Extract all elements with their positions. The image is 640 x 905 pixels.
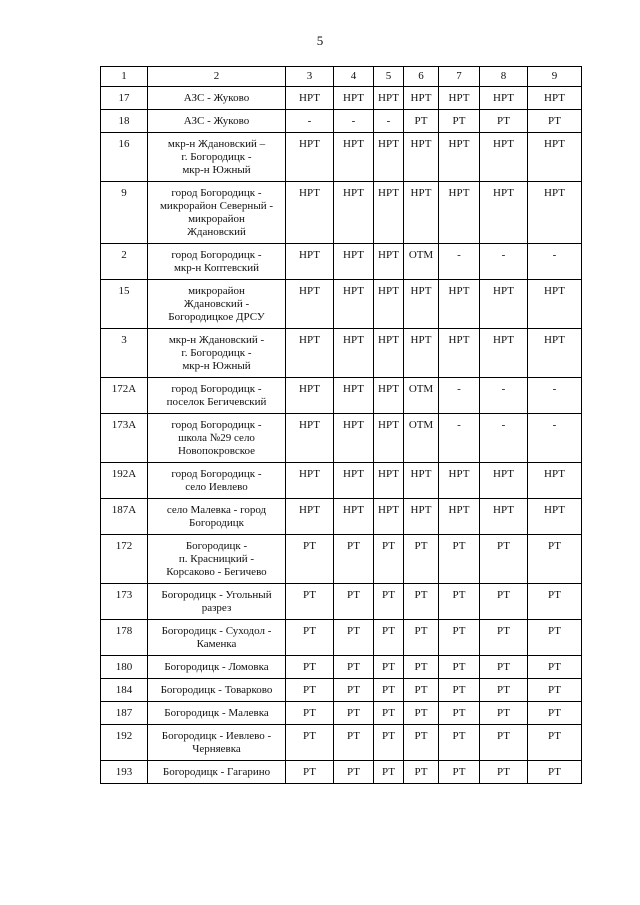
- route-name-cell: [148, 378, 286, 414]
- status-cell: РТ: [439, 535, 480, 584]
- route-name-line: Корсаково - Бегичево: [166, 566, 267, 578]
- status-cell: РТ: [480, 679, 528, 702]
- route-number-cell: 192А: [101, 463, 148, 499]
- route-number-cell: 173: [101, 584, 148, 620]
- status-cell: РТ: [404, 761, 439, 784]
- status-cell: РТ: [480, 584, 528, 620]
- status-cell: НРТ: [480, 280, 528, 329]
- route-name-line: город Богородицк -: [171, 419, 262, 431]
- status-cell: НРТ: [404, 182, 439, 244]
- route-name-line: Каменка: [196, 638, 237, 650]
- table-row: [101, 244, 582, 280]
- route-name-line: Богородицк - Угольный: [161, 589, 272, 601]
- status-cell: РТ: [404, 620, 439, 656]
- route-number-cell: 18: [101, 110, 148, 133]
- table-row: [101, 499, 582, 535]
- route-name-line: поселок Бегичевский: [166, 396, 267, 408]
- route-name-line: мкр-н Коптевский: [173, 262, 260, 274]
- status-cell: РТ: [439, 702, 480, 725]
- status-cell: НРТ: [480, 463, 528, 499]
- route-number-cell: 15: [101, 280, 148, 329]
- status-cell: НРТ: [334, 463, 374, 499]
- status-cell: НРТ: [374, 280, 404, 329]
- status-cell: РТ: [439, 110, 480, 133]
- route-name-line: мкр-н Ждановский -: [168, 334, 265, 346]
- status-cell: РТ: [528, 620, 582, 656]
- route-name-line: АЗС - Жуково: [183, 115, 250, 127]
- status-cell: РТ: [404, 679, 439, 702]
- status-cell: РТ: [528, 584, 582, 620]
- route-name-cell: [148, 414, 286, 463]
- status-cell: НРТ: [374, 378, 404, 414]
- route-name-line: школа №29 село: [178, 432, 255, 444]
- route-number-cell: 172А: [101, 378, 148, 414]
- status-cell: -: [480, 414, 528, 463]
- status-cell: РТ: [286, 535, 334, 584]
- status-cell: НРТ: [528, 463, 582, 499]
- route-name-cell: [148, 620, 286, 656]
- status-cell: РТ: [334, 679, 374, 702]
- status-cell: РТ: [404, 584, 439, 620]
- status-cell: РТ: [374, 702, 404, 725]
- table-row: [101, 182, 582, 244]
- status-cell: НРТ: [286, 280, 334, 329]
- status-cell: -: [334, 110, 374, 133]
- route-number-cell: 187: [101, 702, 148, 725]
- status-cell: РТ: [374, 535, 404, 584]
- status-cell: РТ: [480, 620, 528, 656]
- route-number-cell: 16: [101, 133, 148, 182]
- status-cell: РТ: [374, 761, 404, 784]
- status-cell: РТ: [404, 110, 439, 133]
- route-number-cell: 187А: [101, 499, 148, 535]
- status-cell: РТ: [334, 535, 374, 584]
- table-header-row: [101, 67, 582, 87]
- route-name-line: Богородицк - Товарково: [160, 684, 273, 696]
- status-cell: НРТ: [374, 463, 404, 499]
- page-number: 5: [316, 33, 324, 48]
- status-cell: НРТ: [439, 133, 480, 182]
- status-cell: ОТМ: [404, 244, 439, 280]
- route-name-cell: [148, 463, 286, 499]
- column-header: 8: [480, 67, 528, 87]
- table-row: [101, 702, 582, 725]
- route-name-cell: [148, 499, 286, 535]
- status-cell: НРТ: [286, 182, 334, 244]
- status-cell: РТ: [286, 620, 334, 656]
- status-cell: НРТ: [374, 133, 404, 182]
- status-cell: НРТ: [334, 280, 374, 329]
- status-cell: РТ: [334, 725, 374, 761]
- route-name-line: г. Богородицк -: [181, 151, 252, 163]
- status-cell: РТ: [404, 535, 439, 584]
- status-cell: НРТ: [334, 414, 374, 463]
- status-cell: НРТ: [374, 87, 404, 110]
- status-cell: РТ: [334, 620, 374, 656]
- status-cell: НРТ: [528, 133, 582, 182]
- status-cell: -: [528, 378, 582, 414]
- route-name-line: мкр-н Южный: [182, 360, 251, 372]
- route-name-cell: [148, 182, 286, 244]
- status-cell: РТ: [286, 761, 334, 784]
- status-cell: НРТ: [286, 463, 334, 499]
- status-cell: НРТ: [439, 329, 480, 378]
- status-cell: НРТ: [480, 182, 528, 244]
- route-name-cell: [148, 329, 286, 378]
- route-name-line: разрез: [201, 602, 232, 614]
- status-cell: НРТ: [286, 244, 334, 280]
- column-header: 9: [528, 67, 582, 87]
- route-name-line: город Богородицк -: [171, 187, 262, 199]
- status-cell: НРТ: [334, 87, 374, 110]
- route-name-cell: [148, 679, 286, 702]
- status-cell: -: [528, 414, 582, 463]
- route-name-line: Богородицк - Суходол -: [161, 625, 272, 637]
- route-name-cell: [148, 87, 286, 110]
- route-name-line: мкр-н Южный: [182, 164, 251, 176]
- status-cell: НРТ: [374, 244, 404, 280]
- route-name-cell: [148, 244, 286, 280]
- status-cell: РТ: [374, 656, 404, 679]
- status-cell: РТ: [528, 656, 582, 679]
- status-cell: НРТ: [528, 499, 582, 535]
- status-cell: РТ: [528, 761, 582, 784]
- status-cell: РТ: [286, 584, 334, 620]
- route-number-cell: 178: [101, 620, 148, 656]
- status-cell: НРТ: [286, 133, 334, 182]
- status-cell: РТ: [286, 656, 334, 679]
- status-cell: ОТМ: [404, 414, 439, 463]
- route-name-line: Богородицкое ДРСУ: [168, 311, 265, 323]
- table-row: [101, 414, 582, 463]
- route-name-line: микрорайон: [188, 213, 245, 225]
- route-name-line: село Малевка - город: [166, 504, 267, 516]
- route-name-line: микрорайон: [188, 285, 245, 297]
- status-cell: РТ: [480, 702, 528, 725]
- status-cell: РТ: [480, 725, 528, 761]
- route-name-line: Новопокровское: [177, 445, 256, 457]
- route-name-cell: [148, 725, 286, 761]
- route-name-cell: [148, 761, 286, 784]
- table-row: [101, 656, 582, 679]
- status-cell: РТ: [528, 702, 582, 725]
- status-cell: НРТ: [439, 182, 480, 244]
- route-name-line: п. Красницкий -: [178, 553, 255, 565]
- route-name-line: село Иевлево: [185, 481, 248, 493]
- status-cell: РТ: [404, 725, 439, 761]
- status-cell: НРТ: [439, 499, 480, 535]
- status-cell: НРТ: [480, 329, 528, 378]
- route-name-line: Богородицк - Иевлево -: [161, 730, 272, 742]
- status-cell: РТ: [334, 702, 374, 725]
- status-cell: РТ: [480, 110, 528, 133]
- status-cell: НРТ: [334, 378, 374, 414]
- route-name-cell: [148, 280, 286, 329]
- route-name-cell: [148, 133, 286, 182]
- route-name-cell: [148, 535, 286, 584]
- status-cell: НРТ: [286, 414, 334, 463]
- status-cell: РТ: [439, 620, 480, 656]
- route-number-cell: 173А: [101, 414, 148, 463]
- status-cell: РТ: [374, 725, 404, 761]
- status-cell: НРТ: [334, 329, 374, 378]
- status-cell: НРТ: [528, 329, 582, 378]
- route-number-cell: 184: [101, 679, 148, 702]
- route-name-line: Богородицк - Гагарино: [162, 766, 271, 778]
- column-header: 6: [404, 67, 439, 87]
- status-cell: РТ: [439, 656, 480, 679]
- status-cell: НРТ: [480, 87, 528, 110]
- route-name-cell: [148, 584, 286, 620]
- column-header: 3: [286, 67, 334, 87]
- table-row: [101, 725, 582, 761]
- status-cell: НРТ: [528, 182, 582, 244]
- table-row: [101, 584, 582, 620]
- status-cell: РТ: [439, 679, 480, 702]
- status-cell: РТ: [480, 761, 528, 784]
- status-cell: НРТ: [374, 414, 404, 463]
- route-name-line: мкр-н Ждановский –: [167, 138, 266, 150]
- route-name-line: АЗС - Жуково: [183, 92, 250, 104]
- route-name-line: Богородицк -: [185, 540, 248, 552]
- status-cell: -: [528, 244, 582, 280]
- status-cell: НРТ: [404, 87, 439, 110]
- status-cell: НРТ: [286, 87, 334, 110]
- table-row: [101, 463, 582, 499]
- status-cell: -: [439, 244, 480, 280]
- route-number-cell: 3: [101, 329, 148, 378]
- status-cell: РТ: [404, 656, 439, 679]
- status-cell: РТ: [439, 584, 480, 620]
- column-header: 7: [439, 67, 480, 87]
- status-cell: НРТ: [334, 244, 374, 280]
- status-cell: НРТ: [286, 378, 334, 414]
- table-body: [101, 87, 582, 784]
- status-cell: НРТ: [404, 329, 439, 378]
- status-cell: НРТ: [286, 499, 334, 535]
- status-cell: РТ: [528, 679, 582, 702]
- status-cell: РТ: [404, 702, 439, 725]
- status-cell: РТ: [334, 584, 374, 620]
- status-cell: НРТ: [480, 499, 528, 535]
- table-row: [101, 679, 582, 702]
- table-row: [101, 329, 582, 378]
- status-cell: НРТ: [404, 133, 439, 182]
- status-cell: НРТ: [528, 87, 582, 110]
- route-number-cell: 2: [101, 244, 148, 280]
- status-cell: НРТ: [528, 280, 582, 329]
- table-row: [101, 133, 582, 182]
- table-row: [101, 620, 582, 656]
- table-row: [101, 761, 582, 784]
- route-name-line: Богородицк: [189, 517, 244, 529]
- route-name-line: город Богородицк -: [171, 468, 262, 480]
- status-cell: РТ: [480, 656, 528, 679]
- status-cell: -: [480, 244, 528, 280]
- status-cell: -: [439, 378, 480, 414]
- table-row: [101, 280, 582, 329]
- route-name-line: микрорайон Северный -: [159, 200, 274, 212]
- status-cell: НРТ: [480, 133, 528, 182]
- status-cell: РТ: [334, 656, 374, 679]
- status-cell: НРТ: [439, 280, 480, 329]
- status-cell: НРТ: [334, 182, 374, 244]
- column-header: 5: [374, 67, 404, 87]
- status-cell: -: [439, 414, 480, 463]
- route-number-cell: 180: [101, 656, 148, 679]
- route-number-cell: 172: [101, 535, 148, 584]
- status-cell: РТ: [374, 679, 404, 702]
- status-cell: РТ: [286, 679, 334, 702]
- status-cell: НРТ: [374, 182, 404, 244]
- route-name-line: город Богородицк -: [171, 249, 262, 261]
- route-name-line: город Богородицк -: [171, 383, 262, 395]
- route-name-line: Ждановский: [187, 226, 246, 238]
- status-cell: НРТ: [334, 133, 374, 182]
- status-cell: -: [374, 110, 404, 133]
- route-name-line: Богородицк - Ломовка: [164, 661, 269, 673]
- status-cell: РТ: [286, 725, 334, 761]
- status-cell: РТ: [439, 761, 480, 784]
- status-cell: РТ: [528, 725, 582, 761]
- status-cell: НРТ: [374, 499, 404, 535]
- routes-table: [100, 66, 582, 784]
- status-cell: НРТ: [404, 499, 439, 535]
- route-number-cell: 192: [101, 725, 148, 761]
- status-cell: -: [480, 378, 528, 414]
- route-name-cell: [148, 702, 286, 725]
- status-cell: РТ: [439, 725, 480, 761]
- route-name-line: г. Богородицк -: [181, 347, 252, 359]
- table-row: [101, 535, 582, 584]
- status-cell: РТ: [374, 620, 404, 656]
- status-cell: РТ: [374, 584, 404, 620]
- status-cell: ОТМ: [404, 378, 439, 414]
- status-cell: РТ: [286, 702, 334, 725]
- route-number-cell: 17: [101, 87, 148, 110]
- column-header: 1: [101, 67, 148, 87]
- status-cell: НРТ: [439, 87, 480, 110]
- status-cell: НРТ: [404, 280, 439, 329]
- status-cell: НРТ: [439, 463, 480, 499]
- table-row: [101, 110, 582, 133]
- column-header: 2: [148, 67, 286, 87]
- status-cell: НРТ: [286, 329, 334, 378]
- route-name-line: Ждановский -: [183, 298, 250, 310]
- route-name-cell: [148, 110, 286, 133]
- route-name-cell: [148, 656, 286, 679]
- status-cell: РТ: [528, 110, 582, 133]
- route-number-cell: 9: [101, 182, 148, 244]
- status-cell: НРТ: [404, 463, 439, 499]
- column-header: 4: [334, 67, 374, 87]
- status-cell: РТ: [334, 761, 374, 784]
- route-name-line: Черняевка: [192, 743, 241, 755]
- status-cell: НРТ: [334, 499, 374, 535]
- status-cell: НРТ: [374, 329, 404, 378]
- table-row: [101, 378, 582, 414]
- table-row: [101, 87, 582, 110]
- route-name-line: Богородицк - Малевка: [164, 707, 269, 719]
- route-number-cell: 193: [101, 761, 148, 784]
- status-cell: РТ: [480, 535, 528, 584]
- status-cell: РТ: [528, 535, 582, 584]
- status-cell: -: [286, 110, 334, 133]
